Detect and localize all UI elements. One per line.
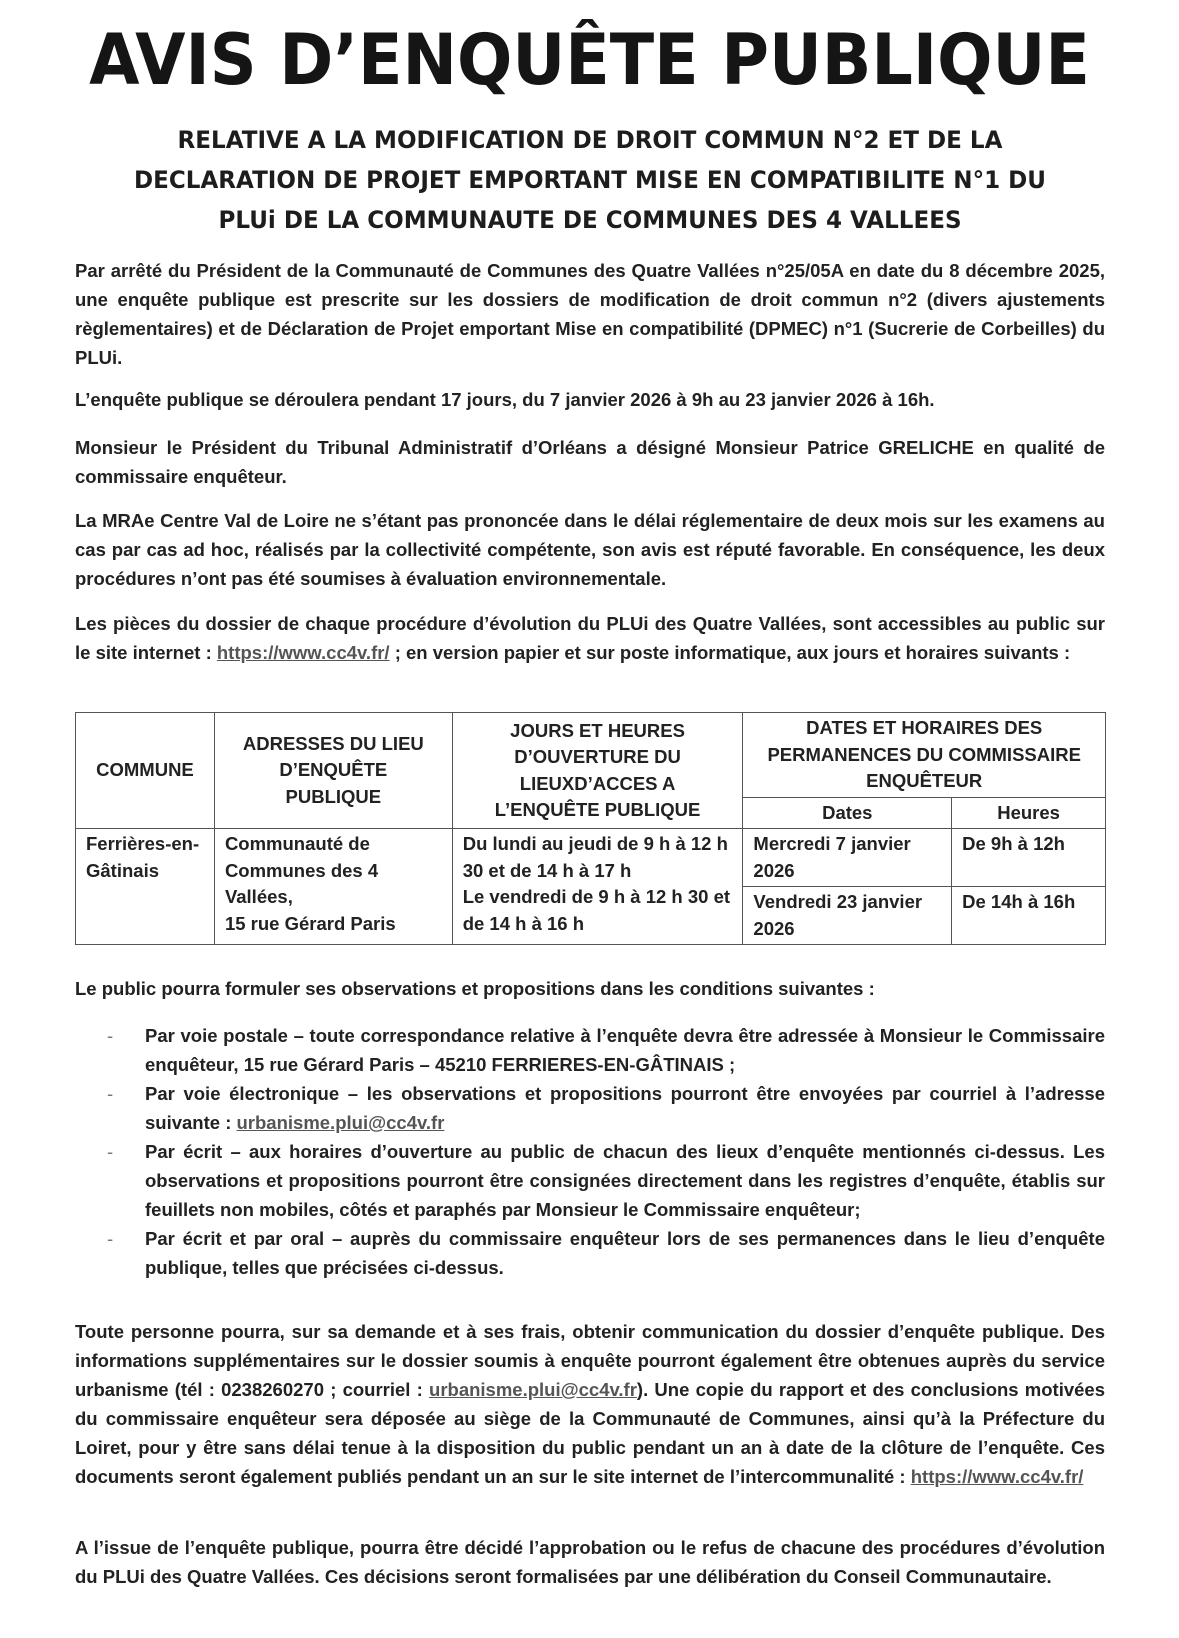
header-heures: Heures — [952, 797, 1106, 829]
cell-jours — [452, 829, 743, 945]
header-adresses: ADRESSES DU LIEU D’ENQUÊTE PUBLIQUE — [214, 713, 452, 829]
list-item — [75, 1224, 1105, 1282]
list-text: Par voie électronique – les observations et propositions pourront être envoyées par courriel à l’adresse suivante : — [145, 1083, 1105, 1133]
paragraph-arrete: Par arrêté du Président de la Communauté de Communes des Quatre Vallées n°25/05A en date du 8 décembre 2025, une enquête publique est prescrite sur les dossiers de modification de droit commun n°2 (divers ajustements règlementaires) et de Déclaration de Projet emportant Mise en compatibilité (DPMEC) n°1 (Sucrerie de Corbeilles) du PLUi. — [75, 260, 1105, 368]
dash-bullet: - — [107, 1083, 114, 1104]
paragraph-issue: A l’issue de l’enquête publique, pourra être décidé l’approbation ou le refus de chacune des procédures d’évolution du PLUi des Quatre Vallées. Ces décisions seront formalisées par une délibération du Conseil Communautaire. — [75, 1537, 1105, 1587]
list-text: Par voie postale – toute correspondance relative à l’enquête devra être adressée à Monsieur le Commissaire enquêteur, 15 rue Gérard Paris – 45210 FERRIERES-EN-GÂTINAIS ; — [145, 1025, 1105, 1075]
list-text: Par écrit – aux horaires d’ouverture au public de chacun des lieux d’enquête mentionnés ci-dessus. Les observations et propositions pourront être consignées directement dans les registres d’enquête, établis sur feuillets non mobiles, côtés et paraphés par Monsieur le Commissaire enquêteur; — [145, 1141, 1105, 1220]
adresse-line: Communauté de Communes des 4 Vallées, — [224, 833, 379, 907]
header-dates: Dates — [743, 797, 952, 829]
subtitle — [62, 120, 1118, 240]
subtitle-line: RELATIVE A LA MODIFICATION DE DROIT COMMUN N°2 ET DE LA — [177, 126, 1003, 154]
dash-bullet: - — [107, 1025, 114, 1046]
dash-bullet: - — [107, 1141, 114, 1162]
paragraph-pieces — [75, 609, 1105, 667]
website-link[interactable]: https://www.cc4v.fr/ — [910, 1466, 1084, 1487]
cell-adresse — [214, 829, 452, 945]
email-link[interactable]: urbanisme.plui@cc4v.fr — [429, 1379, 637, 1400]
cell-date: Vendredi 23 janvier 2026 — [743, 887, 952, 945]
subtitle-line: PLUi DE LA COMMUNAUTE DE COMMUNES DES 4 VALLEES — [218, 206, 962, 234]
header-permanences: DATES ET HORAIRES DES PERMANENCES DU COMMISSAIRE ENQUÊTEUR — [743, 713, 1106, 798]
header-commune: COMMUNE — [76, 713, 215, 829]
website-link[interactable]: https://www.cc4v.fr/ — [216, 642, 390, 663]
dash-bullet: - — [107, 1228, 114, 1249]
schedule-table — [75, 712, 1106, 945]
text: ). Une copie du rapport et des conclusions motivées du commissaire enquêteur sera déposée au siège de la Communauté de Communes, ainsi qu’à la Préfecture du Loiret, pour y être sans délai tenue à la disposition du public pendant un an à date de la clôture de l’enquête. Ces documents seront également publiés pendant un an sur le site internet de l’intercommunalité : — [75, 1379, 1105, 1487]
paragraph-communication — [75, 1317, 1105, 1491]
jours-line: Le vendredi de 9 h à 12 h 30 et de 14 h à 16 h — [462, 886, 731, 934]
text: Les pièces du dossier de chaque procédure d’évolution du PLUi des Quatre Vallées, sont accessibles au public sur le site internet : — [75, 613, 1105, 663]
cell-heures: De 14h à 16h — [952, 887, 1106, 945]
cell-heures: De 9h à 12h — [952, 829, 1106, 887]
list-text: Par écrit et par oral – auprès du commissaire enquêteur lors de ses permanences dans le lieu d’enquête publique, telles que précisées ci-dessus. — [145, 1228, 1105, 1278]
subtitle-line: DECLARATION DE PROJET EMPORTANT MISE EN COMPATIBILITE N°1 DU — [134, 166, 1046, 194]
cell-commune: Ferrières-en-Gâtinais — [76, 829, 215, 945]
cell-date: Mercredi 7 janvier 2026 — [743, 829, 952, 887]
list-item — [75, 1021, 1105, 1079]
list-item — [75, 1079, 1105, 1137]
list-item — [75, 1137, 1105, 1224]
text: Toute personne pourra, sur sa demande et à ses frais, obtenir communication du dossier d’enquête publique. Des informations supplémentaires sur le dossier soumis à enquête pourront également être obtenues auprès du service urbanisme (tél : 0238260270 ; courriel : — [75, 1321, 1105, 1400]
page-title: AVIS D’ENQUÊTE PUBLIQUE — [89, 19, 1090, 101]
email-link[interactable]: urbanisme.plui@cc4v.fr — [236, 1112, 445, 1133]
header-jours: JOURS ET HEURES D’OUVERTURE DU LIEUXD’ACCES A L’ENQUÊTE PUBLIQUE — [452, 713, 743, 829]
paragraph-duree: L’enquête publique se déroulera pendant 17 jours, du 7 janvier 2026 à 9h au 23 janvier 2026 à 16h. — [75, 389, 935, 410]
jours-line: Du lundi au jeudi de 9 h à 12 h 30 et de 14 h à 17 h — [462, 833, 728, 881]
paragraph-observations: Le public pourra formuler ses observations et propositions dans les conditions suivantes : — [75, 978, 875, 999]
paragraph-mrae: La MRAe Centre Val de Loire ne s’étant pas prononcée dans le délai réglementaire de deux mois sur les examens au cas par cas ad hoc, réalisés par la collectivité compétente, son avis est réputé favorable. En conséquence, les deux procédures n’ont pas été soumises à évaluation environnementale. — [75, 510, 1105, 589]
text: ; en version papier et sur poste informatique, aux jours et horaires suivants : — [389, 642, 1071, 663]
adresse-line: 15 rue Gérard Paris — [224, 912, 396, 934]
paragraph-commissaire: Monsieur le Président du Tribunal Administratif d’Orléans a désigné Monsieur Patrice GRELICHE en qualité de commissaire enquêteur. — [75, 437, 1105, 487]
conditions-list — [75, 1021, 1105, 1282]
